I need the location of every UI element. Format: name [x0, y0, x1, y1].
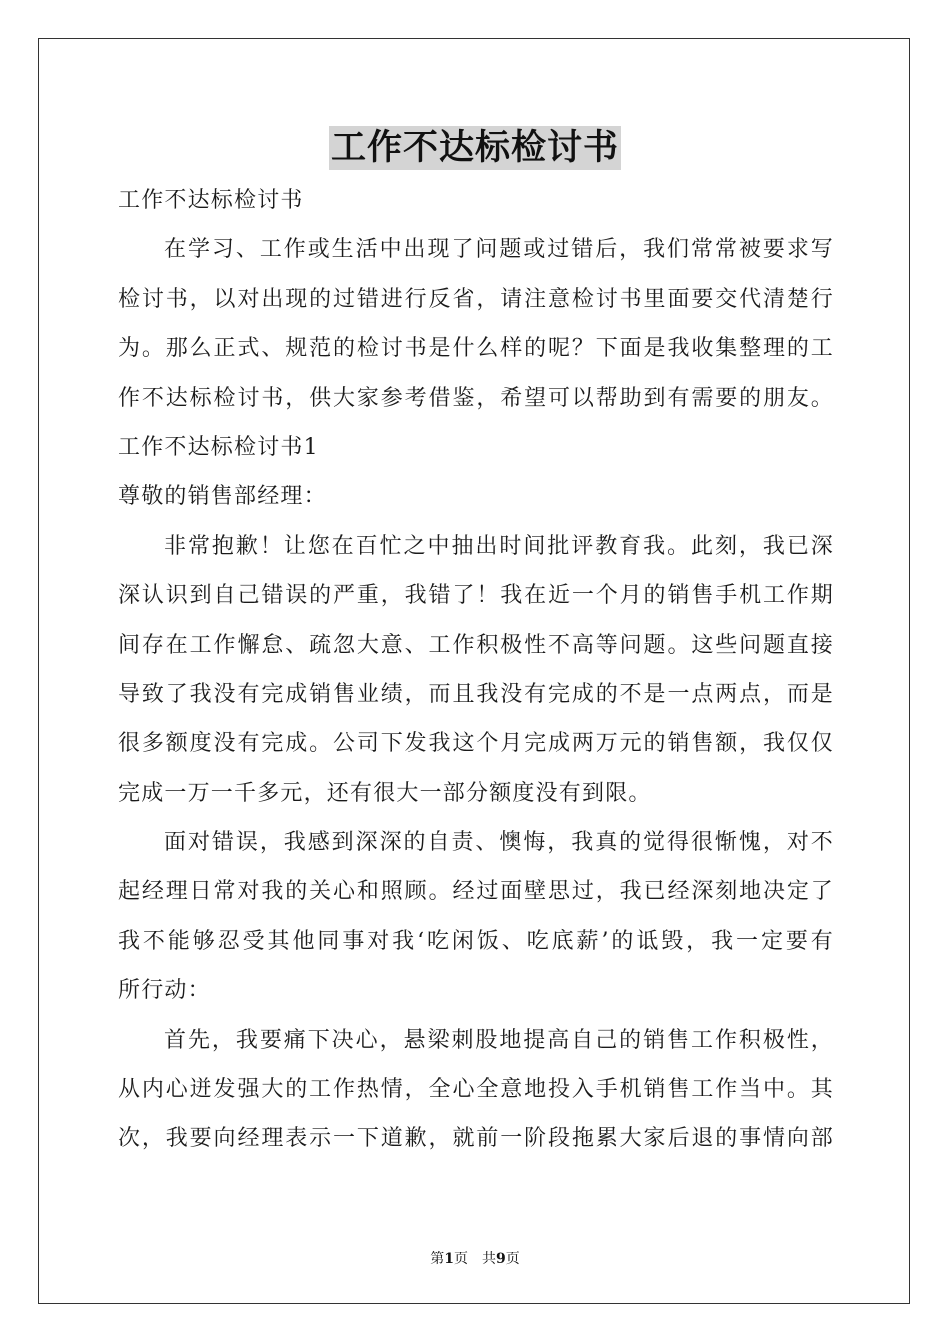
paragraph-line: 检讨书，以对出现的过错进行反省，请注意检讨书里面要交代清楚行: [118, 286, 834, 312]
salutation-line: 尊敬的销售部经理：: [118, 484, 327, 510]
section-heading: 工作不达标检讨书1: [118, 434, 319, 460]
paragraph-line: 起经理日常对我的关心和照顾。经过面壁思过，我已经深刻地决定了: [118, 879, 834, 905]
paragraph-line: 次，我要向经理表示一下道歉，就前一阶段拖累大家后退的事情向部: [118, 1126, 834, 1152]
paragraph-line: 作不达标检讨书，供大家参考借鉴，希望可以帮助到有需要的朋友。: [118, 385, 834, 411]
paragraph-line: 为。那么正式、规范的检讨书是什么样的呢？下面是我收集整理的工: [118, 336, 834, 362]
footer-total-pages: 9: [496, 1251, 506, 1267]
footer-current-page: 1: [444, 1251, 454, 1267]
paragraph-line: 我不能够忍受其他同事对我‘吃闲饭、吃底薪’的诋毁，我一定要有: [118, 928, 834, 954]
paragraph-line: 导致了我没有完成销售业绩，而且我没有完成的不是一点两点，而是: [118, 681, 834, 707]
paragraph-line: 间存在工作懈怠、疏忽大意、工作积极性不高等问题。这些问题直接: [118, 632, 834, 658]
subtitle-line: 工作不达标检讨书: [118, 188, 304, 213]
title-container: [0, 126, 950, 170]
footer-page-prefix: 第: [430, 1251, 445, 1267]
paragraph-line: 从内心迸发强大的工作热情，全心全意地投入手机销售工作当中。其: [118, 1077, 834, 1103]
paragraph-line: 非常抱歉！让您在百忙之中抽出时间批评教育我。此刻，我已深: [164, 533, 834, 559]
page-footer: [0, 1250, 950, 1268]
paragraph-line: 很多额度没有完成。公司下发我这个月完成两万元的销售额，我仅仅: [118, 731, 834, 757]
document-title: 工作不达标检讨书: [330, 127, 619, 168]
paragraph-line: 深认识到自己错误的严重，我错了！我在近一个月的销售手机工作期: [118, 583, 834, 609]
paragraph-line: 所行动：: [118, 978, 211, 1004]
paragraph-line: 完成一万一千多元，还有很大一部分额度没有到限。: [118, 780, 652, 806]
footer-page-suffix: 页: [505, 1251, 520, 1267]
document-body: [118, 176, 834, 1164]
paragraph-line: 面对错误，我感到深深的自责、懊悔，我真的觉得很惭愧，对不: [164, 830, 834, 856]
paragraph-line: 首先，我要痛下决心，悬梁刺股地提高自己的销售工作积极性，: [164, 1027, 834, 1053]
footer-page-mid: 页 共: [454, 1251, 496, 1267]
paragraph-line: 在学习、工作或生活中出现了问题或过错后，我们常常被要求写: [164, 237, 834, 263]
